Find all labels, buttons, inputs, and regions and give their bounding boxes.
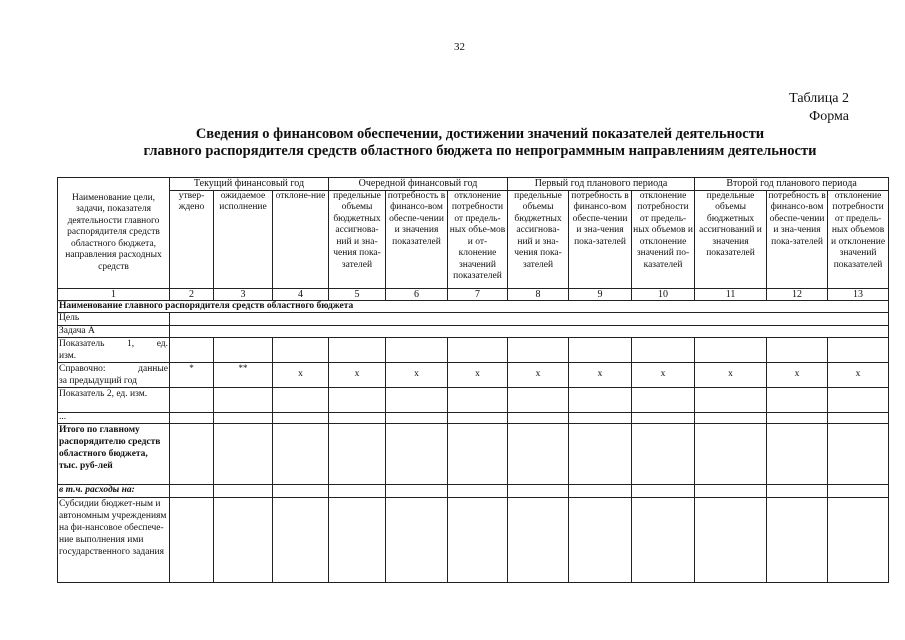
table-cell [448,424,508,485]
table-cell [329,485,386,498]
table-cell [170,413,214,424]
col-limits: предельные объемы бюджетных ассигнова-ний и зна-чения пока-зателей [329,190,386,288]
financial-report-table [57,177,889,583]
table-cell [828,388,889,413]
column-number: 12 [767,288,828,300]
group-first-plan-year: Первый год планового периода [508,178,695,191]
table-cell [448,485,508,498]
column-number: 9 [569,288,632,300]
table-cell [828,424,889,485]
subsidies-cell: Субсидии бюджет-ным и автономным учреждениям на фи-нансовое обеспече-ние выполнения ими государственного задания [58,497,170,582]
table-cell [214,413,273,424]
table-cell [448,497,508,582]
col-approved: утвер-ждено [170,190,214,288]
table-cell [508,413,569,424]
table-cell [329,413,386,424]
table-cell [386,424,448,485]
table-cell [695,497,767,582]
col-limits: предельные объемы бюджетных ассигнова-ний и зна-чения пока-зателей [508,190,569,288]
table-cell [386,338,448,363]
x-mark: x [329,363,386,388]
table-cell [386,497,448,582]
chief-name-cell: Наименование главного распорядителя средств областного бюджета [58,300,889,313]
table-cell [767,424,828,485]
including-row [58,485,889,498]
column-number: 2 [170,288,214,300]
x-mark: x [569,363,632,388]
table-cell [767,485,828,498]
col-needs-deviation: отклонение потребности от предель-ных объе-мов и от-клонение значений показателей [448,190,508,288]
document-title [40,126,905,160]
x-mark: x [632,363,695,388]
group-next-year: Очередной финансовый год [329,178,508,191]
table-cell [214,338,273,363]
table-cell [767,497,828,582]
table-cell [632,424,695,485]
table-cell [170,485,214,498]
table-cell [273,497,329,582]
page-number: 32 [454,41,465,53]
column-number: 4 [273,288,329,300]
table-cell [448,388,508,413]
table-cell [508,424,569,485]
task-cell: Задача А [58,325,170,338]
table-cell [695,338,767,363]
table-cell [508,338,569,363]
table-cell [170,338,214,363]
table-cell [386,485,448,498]
x-mark: x [695,363,767,388]
col-needs-deviation: отклонение потребности от предель-ных объемов и отклонение значений показателей [828,190,889,288]
table-cell [569,413,632,424]
table-cell [695,424,767,485]
column-number: 10 [632,288,695,300]
task-value-cell [170,325,889,338]
column-number: 3 [214,288,273,300]
table-cell [329,388,386,413]
col-needs: потребность в финансо-вом обеспе-чении и зна-чения пока-зателей [569,190,632,288]
indicator2-row [58,388,889,413]
column-numbers-row [58,288,889,300]
table-cell [569,424,632,485]
column-number: 1 [58,288,170,300]
table-cell [632,497,695,582]
reference-line2: за предыдущий год [59,376,137,386]
table-cell [273,413,329,424]
table-cell [214,497,273,582]
column-number: 11 [695,288,767,300]
table-cell [170,424,214,485]
x-mark: x [828,363,889,388]
reference-line1: Справочно: данные [59,364,168,374]
x-mark: x [273,363,329,388]
title-line-1: Сведения о финансовом обеспечении, достижении значений показателей деятельности [195,126,765,142]
table-cell [329,424,386,485]
reference-cell [58,363,170,388]
column-number: 13 [828,288,889,300]
table-cell [632,485,695,498]
table-cell [828,497,889,582]
table-cell [767,388,828,413]
table-cell [386,413,448,424]
group-second-plan-year: Второй год планового периода [695,178,889,191]
table-cell [448,338,508,363]
column-number: 6 [386,288,448,300]
total-row [58,424,889,485]
table-cell [273,388,329,413]
col-needs-deviation: отклонение потребности от предель-ных объемов и отклонение значений по-казателей [632,190,695,288]
col-needs: потребность в финансо-вом обеспе-чении и зна-чения пока-зателей [767,190,828,288]
table-cell [329,497,386,582]
table-cell [632,388,695,413]
header-row-columns [58,190,889,288]
col-deviation: отклоне-ние [273,190,329,288]
table-cell [214,388,273,413]
chief-name-row [58,300,889,313]
table-cell [448,413,508,424]
table-cell [632,413,695,424]
indicator2-cell: Показатель 2, ед. изм. [58,388,170,413]
indicator1-line2: изм. [59,351,77,361]
table-cell [569,485,632,498]
task-row [58,325,889,338]
title-line-2: главного распорядителя средств областного бюджета по непрограммным направлениям деятельности [143,143,817,159]
reference-mark: * [170,363,214,388]
ellipsis-cell: ... [58,413,170,424]
table-cell [170,388,214,413]
ellipsis-row [58,413,889,424]
column-number: 5 [329,288,386,300]
table-cell [569,497,632,582]
table-cell [508,388,569,413]
col-needs: потребность в финансо-вом обеспе-чении и значения показателей [386,190,448,288]
table-cell [329,338,386,363]
table-cell [695,413,767,424]
form-label: Форма [809,109,849,124]
table-cell [273,485,329,498]
reference-row [58,363,889,388]
table-cell [767,338,828,363]
table-cell [767,413,828,424]
table-cell [273,424,329,485]
table-cell [828,413,889,424]
table-label: Таблица 2 [789,91,849,106]
col-limits: предельные объемы бюджетных ассигнований и значения показателей [695,190,767,288]
col-expected: ожидаемое исполнение [214,190,273,288]
table-cell [569,388,632,413]
table-cell [828,485,889,498]
goal-cell: Цель [58,313,170,326]
indicator1-cell [58,338,170,363]
table-cell [695,388,767,413]
goal-row [58,313,889,326]
goal-value-cell [170,313,889,326]
reference-mark: ** [214,363,273,388]
indicator1-line1: Показатель 1, ед. [59,339,168,349]
including-cell: в т.ч. расходы на: [58,485,170,498]
x-mark: x [386,363,448,388]
indicator1-row [58,338,889,363]
column-number: 8 [508,288,569,300]
table-cell [214,485,273,498]
table-cell [569,338,632,363]
table-cell [508,485,569,498]
table-cell [386,388,448,413]
table-cell [214,424,273,485]
header-row-groups [58,178,889,191]
total-cell: Итого по главному распорядителю средств областного бюджета, тыс. руб-лей [58,424,170,485]
subsidies-row [58,497,889,582]
name-column-header: Наименование цели, задачи, показателя деятельности главного распорядителя средств областного бюджета, направления расходных средств [58,178,170,289]
table-cell [508,497,569,582]
table-cell [170,497,214,582]
x-mark: x [448,363,508,388]
table-cell [632,338,695,363]
x-mark: x [767,363,828,388]
column-number: 7 [448,288,508,300]
table-cell [695,485,767,498]
table-cell [273,338,329,363]
group-current-year: Текущий финансовый год [170,178,329,191]
table-cell [828,338,889,363]
x-mark: x [508,363,569,388]
